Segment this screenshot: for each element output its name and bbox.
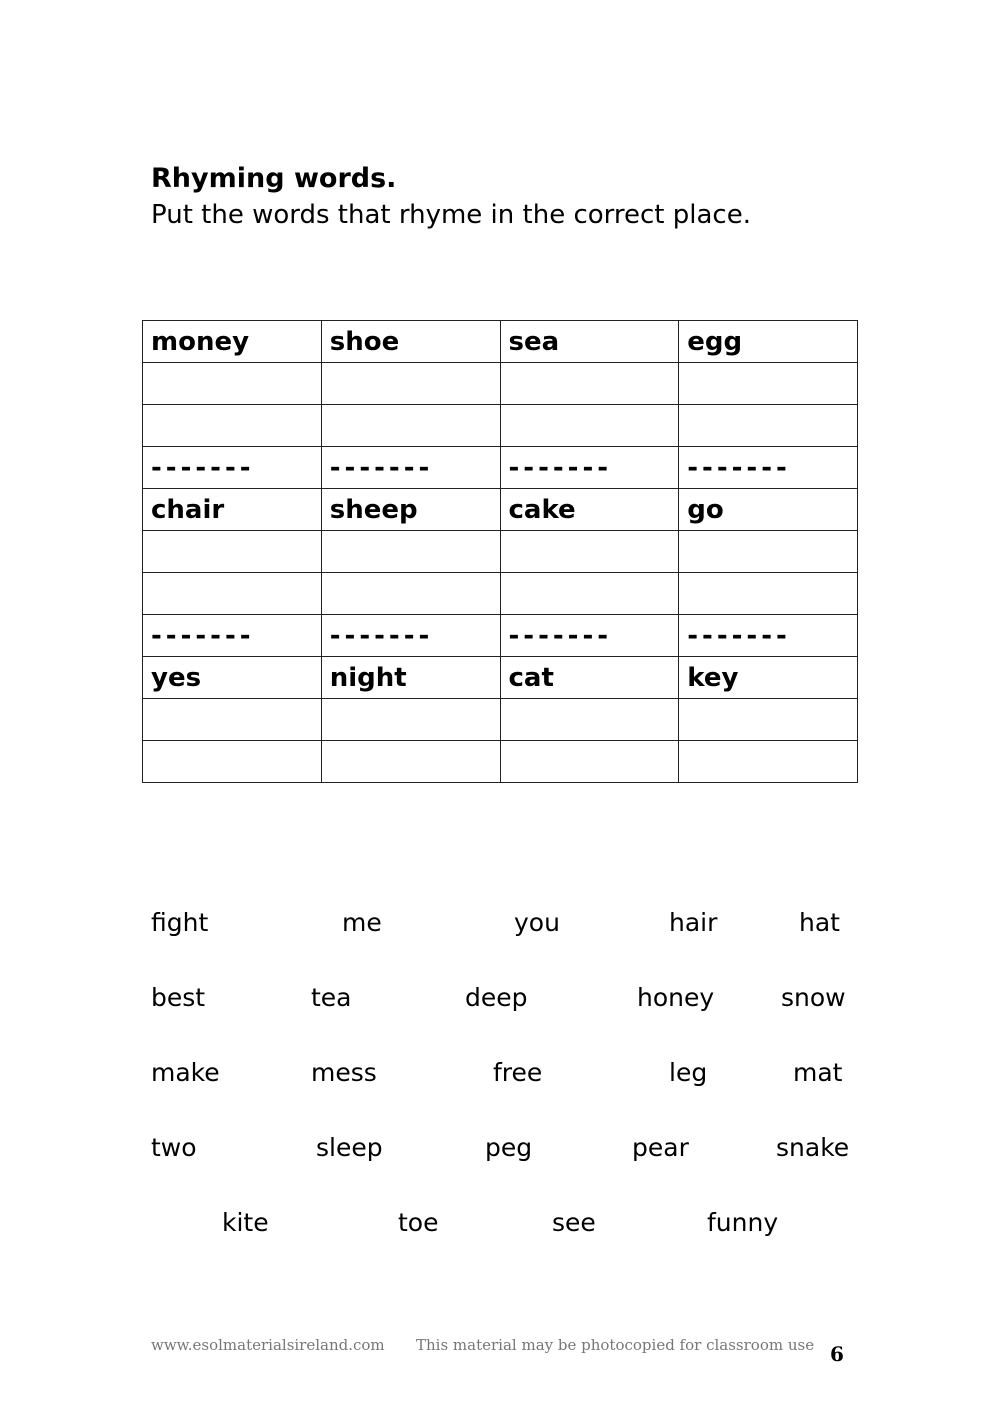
answer-cell[interactable] [500,741,679,783]
rhyme-heading-cell: yes [143,657,322,699]
table-row [143,489,858,531]
answer-cell[interactable] [321,573,500,615]
separator-cell: ------- [321,615,500,657]
word-bank-item[interactable]: deep [465,983,528,1012]
separator-cell: ------- [679,447,858,489]
word-bank-item[interactable]: honey [637,983,715,1012]
separator-cell: ------- [500,615,679,657]
table-row [143,531,858,573]
rhyme-heading-cell: go [679,489,858,531]
table-row [143,321,858,363]
rhyme-heading-cell: sheep [321,489,500,531]
word-bank-item[interactable]: fight [151,908,209,937]
answer-cell[interactable] [679,741,858,783]
answer-cell[interactable] [321,699,500,741]
word-bank-item[interactable]: peg [485,1133,533,1162]
rhyme-heading-cell: key [679,657,858,699]
worksheet-title: Rhyming words. [151,163,397,194]
answer-cell[interactable] [321,531,500,573]
table-row [143,405,858,447]
table-row [143,573,858,615]
answer-cell[interactable] [679,363,858,405]
separator-cell: ------- [143,615,322,657]
answer-cell[interactable] [143,363,322,405]
table-row [143,657,858,699]
word-bank-item[interactable]: snake [776,1133,850,1162]
word-bank-item[interactable]: kite [222,1208,269,1237]
word-bank-item[interactable]: hair [669,908,718,937]
rhyme-heading-cell: cake [500,489,679,531]
word-bank-item[interactable]: free [493,1058,543,1087]
answer-cell[interactable] [321,741,500,783]
table-row [143,447,858,489]
worksheet-instruction: Put the words that rhyme in the correct place. [151,200,751,230]
word-bank-item[interactable]: hat [799,908,840,937]
word-bank-item[interactable]: toe [398,1208,439,1237]
answer-cell[interactable] [679,699,858,741]
rhyme-heading-cell: money [143,321,322,363]
word-bank-item[interactable]: pear [632,1133,689,1162]
word-bank-item[interactable]: funny [707,1208,779,1237]
table-row [143,363,858,405]
rhyme-heading-cell: night [321,657,500,699]
word-bank-item[interactable]: best [151,983,206,1012]
separator-cell: ------- [500,447,679,489]
word-bank-item[interactable]: sleep [316,1133,383,1162]
word-bank-item[interactable]: make [151,1058,220,1087]
word-bank-item[interactable]: see [552,1208,596,1237]
table-row [143,741,858,783]
rhyme-heading-cell: cat [500,657,679,699]
word-bank-item[interactable]: snow [781,983,846,1012]
separator-cell: ------- [143,447,322,489]
answer-cell[interactable] [143,741,322,783]
rhyme-heading-cell: chair [143,489,322,531]
word-bank-item[interactable]: leg [669,1058,708,1087]
word-bank-item[interactable]: me [342,908,382,937]
separator-cell: ------- [321,447,500,489]
answer-cell[interactable] [500,363,679,405]
word-bank-item[interactable]: two [151,1133,197,1162]
answer-cell[interactable] [679,405,858,447]
answer-cell[interactable] [500,531,679,573]
word-bank-item[interactable]: you [514,908,560,937]
table-row [143,615,858,657]
answer-cell[interactable] [143,531,322,573]
rhyme-heading-cell: shoe [321,321,500,363]
word-bank-item[interactable]: tea [311,983,352,1012]
answer-cell[interactable] [143,699,322,741]
answer-cell[interactable] [321,363,500,405]
footer-website: www.esolmaterialsireland.com [151,1336,385,1354]
answer-cell[interactable] [143,573,322,615]
answer-cell[interactable] [500,699,679,741]
rhyme-heading-cell: sea [500,321,679,363]
footer-note: This material may be photocopied for classroom use [416,1336,815,1354]
table-row [143,699,858,741]
separator-cell: ------- [679,615,858,657]
rhyme-heading-cell: egg [679,321,858,363]
answer-cell[interactable] [500,573,679,615]
answer-cell[interactable] [679,531,858,573]
answer-cell[interactable] [321,405,500,447]
page-number: 6 [830,1342,844,1366]
answer-cell[interactable] [679,573,858,615]
word-bank-item[interactable]: mess [311,1058,377,1087]
word-bank-item[interactable]: mat [793,1058,843,1087]
rhyme-table [142,320,858,783]
answer-cell[interactable] [500,405,679,447]
answer-cell[interactable] [143,405,322,447]
